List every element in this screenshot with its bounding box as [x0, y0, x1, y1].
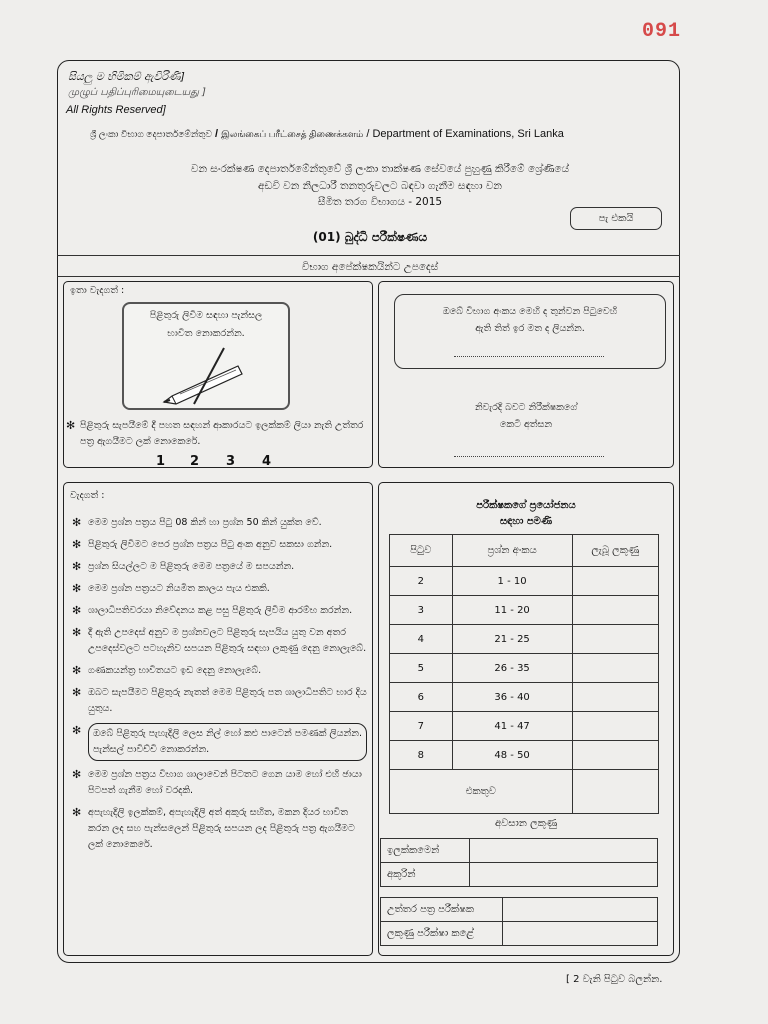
important-item-text: මෙම ප්‍රශ්න පත්‍රය විභාග ශාලාවෙන් පිටතට ගෙන යාම හෝ එහි ඡායා පිටපත් ගැනීම හෝ වරදකි.	[88, 769, 362, 796]
examiner-title-2: සඳහා පමණි	[499, 516, 553, 527]
page-number: 091	[642, 20, 682, 43]
page-cell: 2	[390, 567, 453, 596]
signature-cell[interactable]	[503, 922, 658, 946]
department-sep-2: /	[366, 128, 370, 140]
table-row	[390, 712, 659, 741]
table-row	[390, 654, 659, 683]
important-item-text: දී ඇති උපදෙස් අනුව ම ප්‍රශ්නවලට පිළිතුරු සැපයිය යුතු වන අතර උපදෙස්වලට පටහැනිව සපයන පිළිතුරු සඳහා ලකුණු දෙනු නොලැබේ.	[88, 627, 367, 654]
question-cell: 21 - 25	[452, 625, 572, 654]
supervisor-text-1: නිවැරදි බවට නිරීක්ෂකගේ	[474, 402, 578, 413]
star-icon: ✻	[72, 560, 82, 573]
sample-number-1: 1	[156, 454, 166, 469]
final-cell[interactable]	[470, 863, 658, 887]
divider-top	[57, 255, 680, 256]
important-item	[72, 625, 367, 657]
examiner-title-1: පරීක්ෂකගේ ප්‍රයෝජනය	[476, 500, 576, 511]
table-row	[381, 898, 658, 922]
divider-bottom	[57, 276, 680, 277]
star-icon: ✻	[72, 768, 82, 781]
index-dotted-line	[454, 356, 604, 357]
table-row	[390, 741, 659, 770]
table-row	[390, 567, 659, 596]
important-item-text: ගණකයන්ත්‍ර භාවිතයට ඉඩ දෙනු නොලැබේ.	[88, 665, 262, 676]
star-icon: ✻	[72, 582, 82, 595]
sample-number-4: 4	[262, 454, 272, 469]
department-english: Department of Examinations, Sri Lanka	[372, 128, 564, 140]
page-cell: 6	[390, 683, 453, 712]
duration-badge: පැ එකයි	[570, 207, 662, 230]
important-item-text: අපැහැදිලි ඉලක්කම්, අපැහැදිලි අත් අකුරු සහිත, මකන දියර භාවිත කරන ලද සහ පැන්සලෙන් පිළිතුරු සපයන ලද පිළිතුරු පත්‍ර ඇගයීමට ලක් නොකෙරේ.	[88, 807, 355, 850]
final-label: ඉලක්කමෙන්	[381, 839, 470, 863]
signature-label: උත්තර පත්‍ර පරීක්ෂක	[381, 898, 503, 922]
table-row	[390, 596, 659, 625]
sample-number-2: 2	[190, 454, 200, 469]
marks-table-header	[390, 535, 659, 567]
sample-number-3: 3	[226, 454, 236, 469]
final-marks-title: අවසාන ලකුණු	[494, 818, 558, 829]
important-item	[72, 805, 367, 853]
question-cell: 11 - 20	[452, 596, 572, 625]
star-icon: ✻	[72, 806, 82, 819]
header-marks: ලැබූ ලකුණු	[572, 535, 658, 567]
important-item	[72, 559, 367, 575]
final-marks-table	[380, 838, 658, 887]
total-label: එකතුව	[390, 770, 573, 814]
total-cell[interactable]	[572, 770, 658, 814]
crossed-pencil-icon	[158, 346, 258, 406]
question-cell: 1 - 10	[452, 567, 572, 596]
important-item	[72, 723, 367, 761]
important-label: වැදගත් :	[70, 490, 105, 501]
important-item-text: ප්‍රශ්න සියල්ලට ම පිළිතුරු මෙම පත්‍රයේ ම සපයන්න.	[88, 561, 295, 572]
important-item	[72, 767, 367, 799]
rights-english: All Rights Reserved]	[66, 104, 166, 116]
table-row	[381, 839, 658, 863]
marks-cell[interactable]	[572, 567, 658, 596]
page-cell: 8	[390, 741, 453, 770]
instructions-title: විභාග අපේක්ෂකයින්ට උපදෙස්	[301, 261, 439, 273]
index-text-1: ඔබේ විභාග අංකය මෙහි ද තුන්වන පිටුවෙහි	[442, 306, 618, 317]
department-tamil: இலங்கைப் பரீட்சைத் திணைக்களம்	[221, 129, 364, 139]
rights-sinhala: සියලු ම හිමිකම් ඇවිරිණි]	[68, 70, 185, 83]
marks-table	[389, 534, 659, 814]
signature-cell[interactable]	[503, 898, 658, 922]
star-icon: ✻	[72, 664, 82, 677]
question-cell: 41 - 47	[452, 712, 572, 741]
star-icon: ✻	[72, 724, 82, 737]
index-text-2: ඇති තිත් ඉර මත ද ලියන්න.	[475, 323, 585, 334]
important-item	[72, 581, 367, 597]
star-icon: ✻	[72, 686, 82, 699]
pencil-text-2: භාවිත නොකරන්න.	[167, 328, 245, 339]
table-row	[381, 863, 658, 887]
footer-note: [ 2 වැනි පිටුව බලන්න.	[566, 974, 663, 985]
pencil-text-1: පිළිතුරු ලිවීම සඳහා පැන්සල	[149, 310, 263, 321]
important-item	[72, 663, 367, 679]
page-cell: 5	[390, 654, 453, 683]
marks-cell[interactable]	[572, 654, 658, 683]
supervisor-text-2: කෙටි අත්සන	[499, 419, 553, 430]
important-item	[72, 515, 367, 531]
supervisor-dotted-line	[454, 456, 604, 457]
total-row	[390, 770, 659, 814]
final-cell[interactable]	[470, 839, 658, 863]
important-item-text: පිළිතුරු ලිවීමට පෙර ප්‍රශ්න පත්‍රය පිටු අංක අනුව සකසා ගන්න.	[88, 539, 333, 550]
page-cell: 7	[390, 712, 453, 741]
paper-title: (01) බුද්ධි පරීක්ෂණය	[312, 230, 428, 244]
star-icon: ✻	[72, 626, 82, 639]
signature-table	[380, 897, 658, 946]
important-item-text: ශාලාධිපතිවරයා නිවේදනය කළ පසු පිළිතුරු ලිවීම ආරම්භ කරන්න.	[88, 605, 353, 616]
final-label: අකුරින්	[381, 863, 470, 887]
important-item	[72, 603, 367, 619]
important-item	[72, 537, 367, 553]
exam-title-line-1: වන සංරක්ෂණ දෙපාර්තමේන්තුවේ ශ්‍රී ලංකා තාක්ෂණ සේවයේ පුහුණු කිරීමේ ශ්‍රේණියේ	[190, 163, 570, 175]
table-row	[390, 683, 659, 712]
star-icon: ✻	[72, 516, 82, 529]
page-cell: 4	[390, 625, 453, 654]
question-cell: 48 - 50	[452, 741, 572, 770]
important-item-text: මෙම ප්‍රශ්න පත්‍රය පිටු 08 කින් හා ප්‍රශ්න 50 කින් යුක්ත වේ.	[88, 517, 322, 528]
sample-note-text: පිළිතුරු සැපයීමේ දී පහත සඳහන් ආකාරයට ඉලක්කම් ලියා නැති උත්තර පත්‍ර ඇගයීමට ලක් නොකෙරේ.	[80, 420, 364, 447]
important-item	[72, 685, 367, 717]
question-cell: 36 - 40	[452, 683, 572, 712]
table-row	[381, 922, 658, 946]
marks-cell[interactable]	[572, 741, 658, 770]
star-icon: ✻	[72, 604, 82, 617]
header-page: පිටුව	[390, 535, 453, 567]
exam-title-line-3: සීමිත තරග විභාගය - 2015	[317, 196, 443, 208]
important-item-text: මෙම ප්‍රශ්න පත්‍රයට නියමිත කාලය පැය එකකි.	[88, 583, 270, 594]
department-sep-1: /	[214, 128, 219, 140]
sample-note	[66, 418, 365, 450]
star-icon: ✻	[66, 419, 76, 432]
marks-cell[interactable]	[572, 596, 658, 625]
rights-tamil: முழுப் பதிப்புரிமையுடையது ]	[68, 87, 206, 98]
marks-cell[interactable]	[572, 712, 658, 741]
exam-title-line-2: අඩවි වන නිලධාරී තනතුරුවලට බඳවා ගැනීම සඳහා වන	[258, 180, 502, 192]
table-row	[390, 625, 659, 654]
sample-box-label: ඉතා වැදගත් :	[70, 285, 125, 296]
page-cell: 3	[390, 596, 453, 625]
question-cell: 26 - 35	[452, 654, 572, 683]
signature-label: ලකුණු පරීක්ෂා කළේ	[381, 922, 503, 946]
pencil-warning-box	[122, 302, 290, 410]
department-line	[90, 128, 564, 141]
star-icon: ✻	[72, 538, 82, 551]
important-list	[72, 515, 367, 859]
header-question: ප්‍රශ්න අංකය	[452, 535, 572, 567]
important-item-text: ඔබට සැපයීමට පිළිතුරු නැතත් මෙම පිළිතුරු පත ශාලාධිපතිට භාර දිය යුතුය.	[88, 687, 367, 714]
marks-cell[interactable]	[572, 683, 658, 712]
important-item-text-highlighted: ඔබේ පිළිතුරු පැහැදිලි ලෙස නිල් හෝ කළු පාටෙන් පමණක් ලියන්න. පැන්සල් පාවිච්චි නොකරන්න.	[88, 723, 367, 761]
marks-cell[interactable]	[572, 625, 658, 654]
department-sinhala: ශ්‍රී ලංකා විභාග දෙපාර්තමේන්තුව	[90, 129, 212, 139]
